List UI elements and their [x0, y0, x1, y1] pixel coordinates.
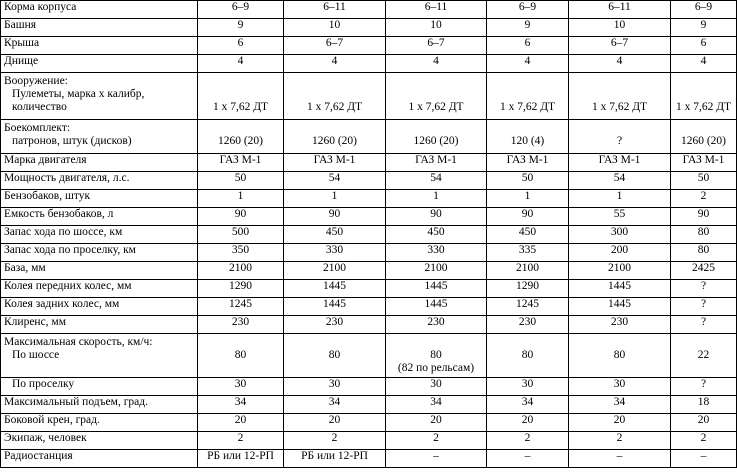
table-cell: 6–11 [284, 1, 386, 19]
table-cell: ? [671, 378, 737, 396]
table-row [1, 55, 737, 73]
table-cell: 500 [198, 226, 284, 244]
table-cell [198, 120, 284, 154]
table-cell: 20 [198, 414, 284, 432]
cell-text: 22 [697, 349, 710, 361]
table-cell: ГАЗ М-1 [386, 154, 487, 172]
table-cell [569, 120, 671, 154]
table-cell: РБ или 12-РП [198, 450, 284, 468]
table-cell [198, 73, 284, 120]
table-cell: 230 [386, 316, 487, 334]
table-cell: 1 [487, 190, 569, 208]
row-label: Запас хода по шоссе, км [1, 226, 198, 244]
table-cell: 6 [487, 37, 569, 55]
table-cell [284, 334, 386, 378]
table-cell: 4 [284, 55, 386, 73]
table-cell: 4 [198, 55, 284, 73]
row-label: Запас хода по проселку, км [1, 244, 198, 262]
row-label: Колея задних колес, мм [1, 298, 198, 316]
table-cell [198, 334, 284, 378]
row-sublabel: патронов, штук (дисков) [12, 135, 132, 147]
table-cell: 1245 [198, 298, 284, 316]
table-cell: 6–7 [386, 37, 487, 55]
row-label: База, мм [1, 262, 198, 280]
cell-text: 80 [521, 349, 534, 361]
table-row [1, 1, 737, 19]
row-label: Радиостанция [1, 450, 198, 468]
cell-text: 80 [234, 349, 247, 361]
table-cell [487, 73, 569, 120]
table-row [1, 334, 737, 378]
row-sublabel: По проселку [12, 378, 75, 390]
table-cell: 80 [671, 244, 737, 262]
row-sublabel: По шоссе [12, 349, 60, 361]
table-cell: 4 [487, 55, 569, 73]
table-cell: 9 [487, 19, 569, 37]
table-cell: 450 [284, 226, 386, 244]
table-row [1, 37, 737, 55]
table-cell: 4 [386, 55, 487, 73]
cell-text: ? [616, 135, 623, 147]
table-cell: 4 [671, 55, 737, 73]
row-label-offroad [1, 378, 198, 396]
table-cell [284, 120, 386, 154]
table-cell: 1445 [386, 280, 487, 298]
table-cell: 90 [671, 208, 737, 226]
cell-text: 1 х 7,62 ДТ [306, 101, 363, 113]
table-cell [386, 120, 487, 154]
table-cell: 30 [487, 378, 569, 396]
cell-text: 1260 (20) [217, 135, 264, 147]
cell-text: 1 х 7,62 ДТ [675, 101, 732, 113]
table-cell: 1445 [284, 280, 386, 298]
cell-text: 120 (4) [510, 135, 545, 147]
table-cell: 2100 [487, 262, 569, 280]
table-cell: 9 [671, 19, 737, 37]
row-label: Башня [1, 19, 198, 37]
table-cell: ? [671, 298, 737, 316]
table-cell [671, 120, 737, 154]
table-row [1, 120, 737, 154]
table-cell: 34 [569, 396, 671, 414]
table-row [1, 226, 737, 244]
table-cell: ГАЗ М-1 [487, 154, 569, 172]
table-cell [386, 73, 487, 120]
table-cell: 1 [284, 190, 386, 208]
table-cell [671, 334, 737, 378]
table-cell: ГАЗ М-1 [198, 154, 284, 172]
table-cell: 30 [569, 378, 671, 396]
table-cell: 350 [198, 244, 284, 262]
table-row [1, 172, 737, 190]
table-row [1, 262, 737, 280]
table-cell: 330 [284, 244, 386, 262]
row-label: Максимальная скорость, км/ч: [4, 336, 153, 348]
table-cell: 50 [671, 172, 737, 190]
table-cell: 1445 [569, 298, 671, 316]
table-cell: РБ или 12-РП [284, 450, 386, 468]
table-cell: 2 [671, 432, 737, 450]
table-cell: 1245 [487, 298, 569, 316]
table-row [1, 154, 737, 172]
table-row [1, 190, 737, 208]
row-label-armament [1, 73, 198, 120]
table-cell [569, 73, 671, 120]
table-cell [487, 334, 569, 378]
row-label: Боекомплект: [4, 122, 71, 134]
table-row [1, 378, 737, 396]
table-cell: 6 [671, 37, 737, 55]
table-cell: 6–7 [569, 37, 671, 55]
table-row [1, 19, 737, 37]
table-cell: 50 [198, 172, 284, 190]
table-cell: 1445 [569, 280, 671, 298]
row-label: Марка двигателя [1, 154, 198, 172]
table-cell: 54 [569, 172, 671, 190]
table-cell: ? [671, 280, 737, 298]
table-cell: 1445 [386, 298, 487, 316]
table-cell: 1 [386, 190, 487, 208]
table-cell: 6–9 [671, 1, 737, 19]
table-row [1, 73, 737, 120]
table-cell: 10 [386, 19, 487, 37]
table-cell: 1445 [284, 298, 386, 316]
table-cell: 50 [487, 172, 569, 190]
table-cell: 34 [198, 396, 284, 414]
table-row [1, 450, 737, 468]
table-cell: 54 [284, 172, 386, 190]
table-cell: 230 [284, 316, 386, 334]
table-cell [386, 334, 487, 378]
table-cell: 30 [386, 378, 487, 396]
row-label: Экипаж, человек [1, 432, 198, 450]
table-cell: 20 [671, 414, 737, 432]
table-cell: – [671, 450, 737, 468]
row-sublabel: количество [12, 101, 67, 113]
row-label: Емкость бензобаков, л [1, 208, 198, 226]
table-cell: 30 [198, 378, 284, 396]
row-label-max-speed [1, 334, 198, 378]
table-row [1, 208, 737, 226]
row-label: Клиренс, мм [1, 316, 198, 334]
table-cell: 1 [198, 190, 284, 208]
table-cell: 90 [386, 208, 487, 226]
table-cell: 34 [284, 396, 386, 414]
table-cell: 2 [671, 190, 737, 208]
table-cell: 2 [284, 432, 386, 450]
cell-text: 80 [430, 349, 442, 361]
row-label: Крыша [1, 37, 198, 55]
table-cell [487, 120, 569, 154]
table-cell: 30 [284, 378, 386, 396]
table-cell: 6–7 [284, 37, 386, 55]
row-label: Колея передних колес, мм [1, 280, 198, 298]
table-cell: 230 [487, 316, 569, 334]
cell-text: 1 х 7,62 ДТ [212, 101, 269, 113]
table-row [1, 244, 737, 262]
row-label: Бензобаков, штук [1, 190, 198, 208]
table-cell: 90 [198, 208, 284, 226]
table-cell: 300 [569, 226, 671, 244]
table-cell: 2425 [671, 262, 737, 280]
table-cell [284, 73, 386, 120]
table-cell: 2100 [198, 262, 284, 280]
table-cell: 2100 [284, 262, 386, 280]
table-cell: 450 [487, 226, 569, 244]
table-cell: 4 [569, 55, 671, 73]
table-row [1, 396, 737, 414]
cell-text: 1260 (20) [311, 135, 358, 147]
table-cell: 450 [386, 226, 487, 244]
table-cell: – [487, 450, 569, 468]
table-cell: 2 [487, 432, 569, 450]
table-cell: 90 [487, 208, 569, 226]
table-cell: 9 [198, 19, 284, 37]
table-cell: 55 [569, 208, 671, 226]
cell-text: 80 [328, 349, 341, 361]
table-cell: 1 [569, 190, 671, 208]
table-cell: 6 [198, 37, 284, 55]
table-cell: 6–11 [386, 1, 487, 19]
table-row [1, 432, 737, 450]
table-cell: 90 [284, 208, 386, 226]
table-cell: 34 [386, 396, 487, 414]
table-cell: 2100 [386, 262, 487, 280]
table-cell: 2 [386, 432, 487, 450]
table-cell: 20 [487, 414, 569, 432]
table-cell: 20 [284, 414, 386, 432]
table-cell [569, 334, 671, 378]
cell-note: (82 по рельсам) [397, 362, 475, 374]
table-cell: – [386, 450, 487, 468]
cell-text: 1260 (20) [413, 135, 459, 147]
table-cell: 6–11 [569, 1, 671, 19]
table-cell: 34 [487, 396, 569, 414]
table-cell: 6–9 [487, 1, 569, 19]
table-cell [671, 73, 737, 120]
table-cell: 230 [569, 316, 671, 334]
table-cell: 10 [284, 19, 386, 37]
table-cell: 1290 [487, 280, 569, 298]
table-cell: ГАЗ М-1 [284, 154, 386, 172]
table-cell: ГАЗ М-1 [569, 154, 671, 172]
table-cell: 2 [198, 432, 284, 450]
table-cell: 20 [386, 414, 487, 432]
table-cell: ? [671, 316, 737, 334]
row-label: Корма корпуса [1, 1, 198, 19]
row-sublabel: Пулеметы, марка х калибр, [12, 88, 145, 100]
table-cell: 2100 [569, 262, 671, 280]
row-label: Боковой крен, град. [1, 414, 198, 432]
table-cell: 80 [671, 226, 737, 244]
table-cell: 330 [386, 244, 487, 262]
table-cell: 6–9 [198, 1, 284, 19]
row-label: Вооружение: [4, 75, 68, 87]
table-cell: 335 [487, 244, 569, 262]
table-cell: – [569, 450, 671, 468]
table-cell: 200 [569, 244, 671, 262]
row-label: Мощность двигателя, л.с. [1, 172, 198, 190]
table-cell: 230 [198, 316, 284, 334]
table-row [1, 280, 737, 298]
table-cell: 20 [569, 414, 671, 432]
cell-text: 1260 (20) [680, 135, 727, 147]
table-cell: 2 [569, 432, 671, 450]
row-label: Днище [1, 55, 198, 73]
table-cell: 18 [671, 396, 737, 414]
cell-text: 1 х 7,62 ДТ [591, 101, 648, 113]
cell-text: 1 х 7,62 ДТ [499, 101, 556, 113]
table-cell: ГАЗ М-1 [671, 154, 737, 172]
table-row [1, 414, 737, 432]
table-cell: 1290 [198, 280, 284, 298]
table-cell: 54 [386, 172, 487, 190]
row-label-ammo [1, 120, 198, 154]
cell-text: 1 х 7,62 ДТ [408, 101, 464, 113]
row-label: Максимальный подъем, град. [1, 396, 198, 414]
cell-text: 80 [613, 349, 626, 361]
table-cell: 10 [569, 19, 671, 37]
table-row [1, 298, 737, 316]
table-row [1, 316, 737, 334]
